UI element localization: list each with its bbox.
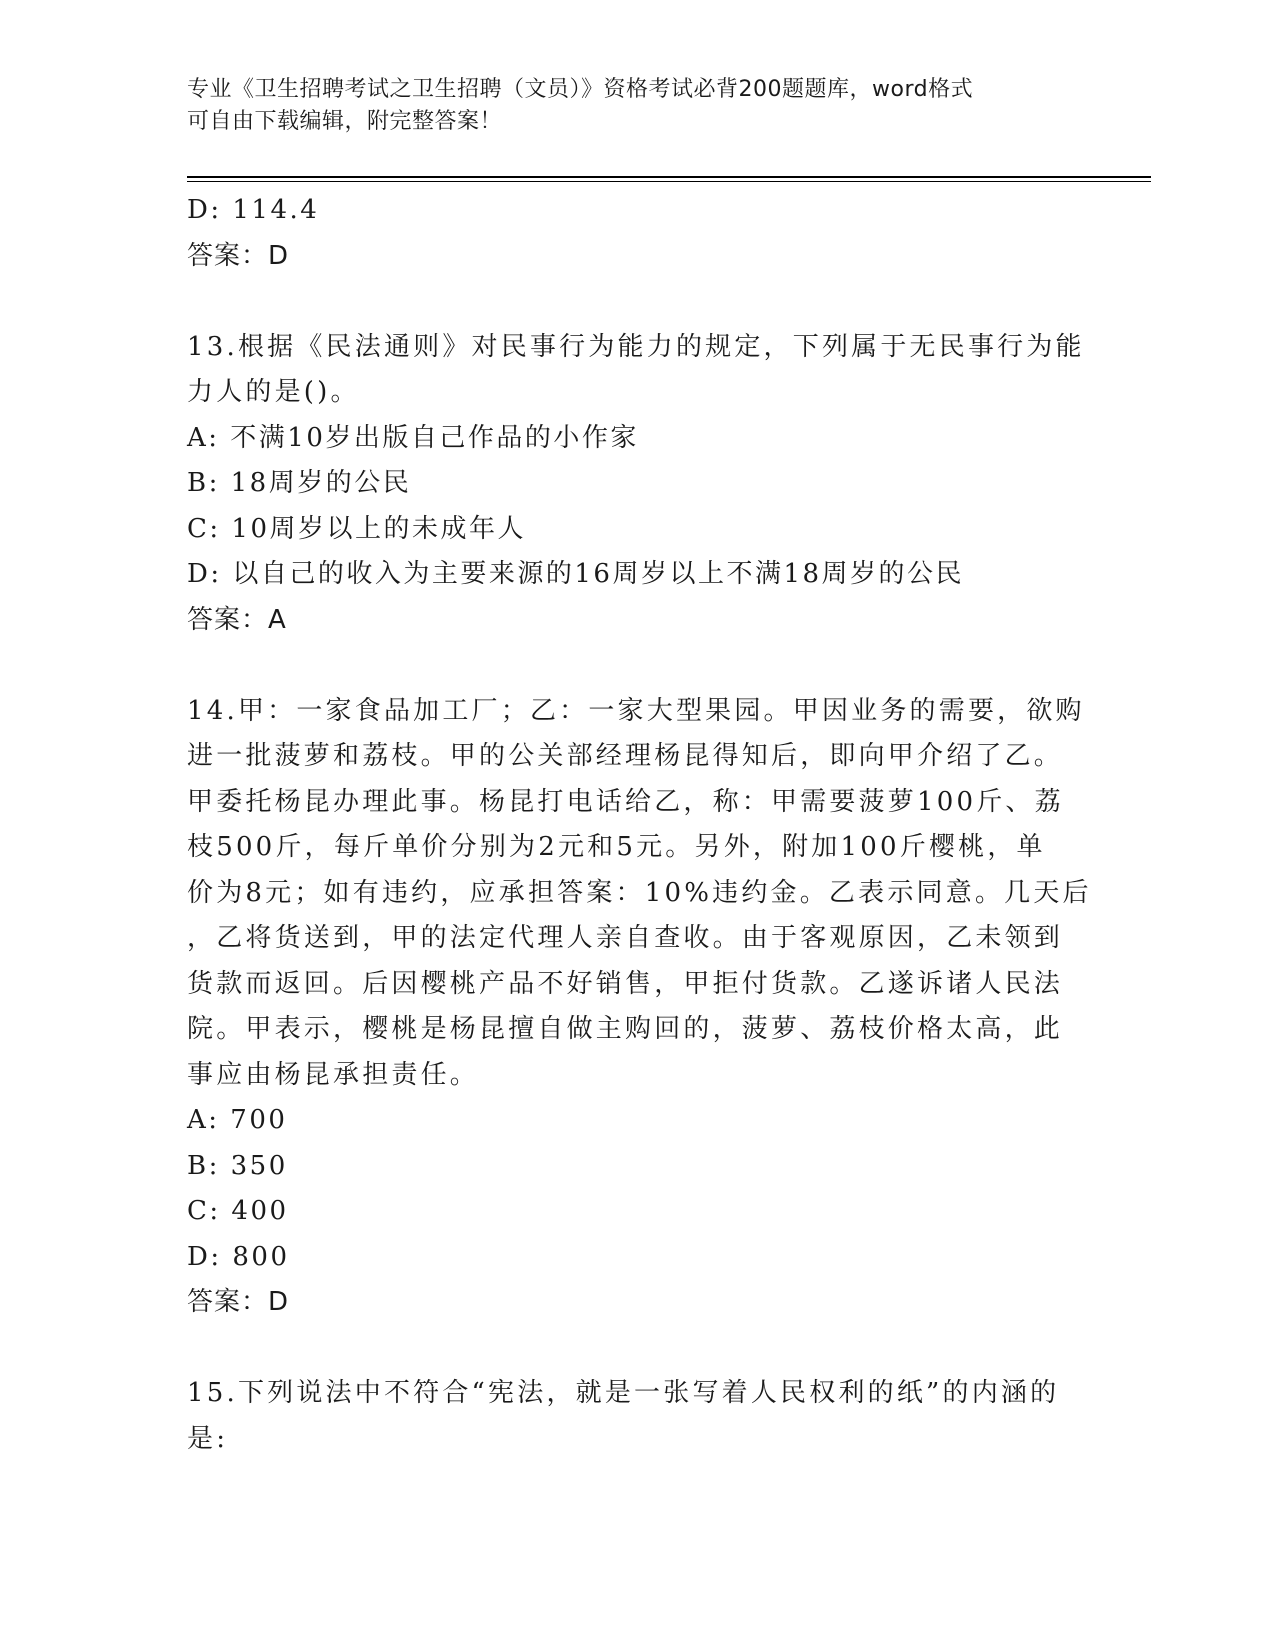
q14-question-line: 院。甲表示，樱桃是杨昆擅自做主购回的，菠萝、荔枝价格太高，此 [187, 1014, 1064, 1044]
page-header [187, 74, 1067, 138]
header-divider-thin [187, 181, 1151, 182]
q14-option-c: C: 400 [187, 1196, 289, 1226]
spacer [187, 643, 1087, 689]
q14-question-line: 进一批菠萝和荔枝。甲的公关部经理杨昆得知后，即向甲介绍了乙。 [187, 741, 1064, 771]
q15-question-line: 15.下列说法中不符合“宪法，就是一张写着人民权利的纸”的内涵的 [187, 1378, 1060, 1408]
q14-option-a: A: 700 [187, 1105, 288, 1135]
spacer [187, 1326, 1087, 1372]
q13-option-b: B: 18周岁的公民 [187, 468, 412, 498]
page-content [187, 188, 1092, 1462]
spacer [187, 279, 1087, 325]
header-divider-thick [187, 176, 1151, 178]
q14-question-line: 货款而返回。后因樱桃产品不好销售，甲拒付货款。乙遂诉诸人民法 [187, 968, 1064, 999]
q13-answer: 答案：A [187, 604, 287, 635]
q14-option-d: D: 800 [187, 1241, 290, 1272]
q14-question-line: 甲委托杨昆办理此事。杨昆打电话给乙，称：甲需要菠萝100斤、荔 [187, 786, 1064, 817]
q12-option-d: D: 114.4 [187, 195, 320, 225]
q13-option-a: A: 不满10岁出版自己作品的小作家 [187, 422, 639, 453]
q13-question-line: 力人的是()。 [187, 377, 360, 407]
q14-question-line: 价为8元；如有违约，应承担答案：10%违约金。乙表示同意。几天后 [187, 877, 1092, 908]
q13-question [187, 325, 1087, 416]
q12-answer: 答案：D [187, 240, 290, 271]
q13-question-line: 13.根据《民法通则》对民事行为能力的规定，下列属于无民事行为能 [187, 331, 1085, 362]
q14-question-line: 14.甲：一家食品加工厂；乙：一家大型果园。甲因业务的需要，欲购 [187, 695, 1085, 726]
q13-option-c: C: 10周岁以上的未成年人 [187, 513, 527, 544]
header-title-line-2: 可自由下载编辑，附完整答案！ [187, 109, 503, 134]
q15-question-line: 是: [187, 1423, 229, 1454]
q14-question [187, 689, 1092, 1099]
q14-question-line: 枝500斤，每斤单价分别为2元和5元。另外，附加100斤樱桃，单 [187, 832, 1046, 862]
q15-question [187, 1371, 1087, 1462]
q14-question-line: 事应由杨昆承担责任。 [187, 1059, 480, 1090]
q14-answer: 答案：D [187, 1287, 290, 1317]
header-title-line-1: 专业《卫生招聘考试之卫生招聘（文员）》资格考试必背200题题库，word格式 [187, 77, 974, 102]
q14-question-line: ，乙将货送到，甲的法定代理人亲自查收。由于客观原因，乙未领到 [187, 923, 1064, 953]
q13-option-d: D: 以自己的收入为主要来源的16周岁以上不满18周岁的公民 [187, 559, 965, 589]
q14-option-b: B: 350 [187, 1150, 288, 1181]
